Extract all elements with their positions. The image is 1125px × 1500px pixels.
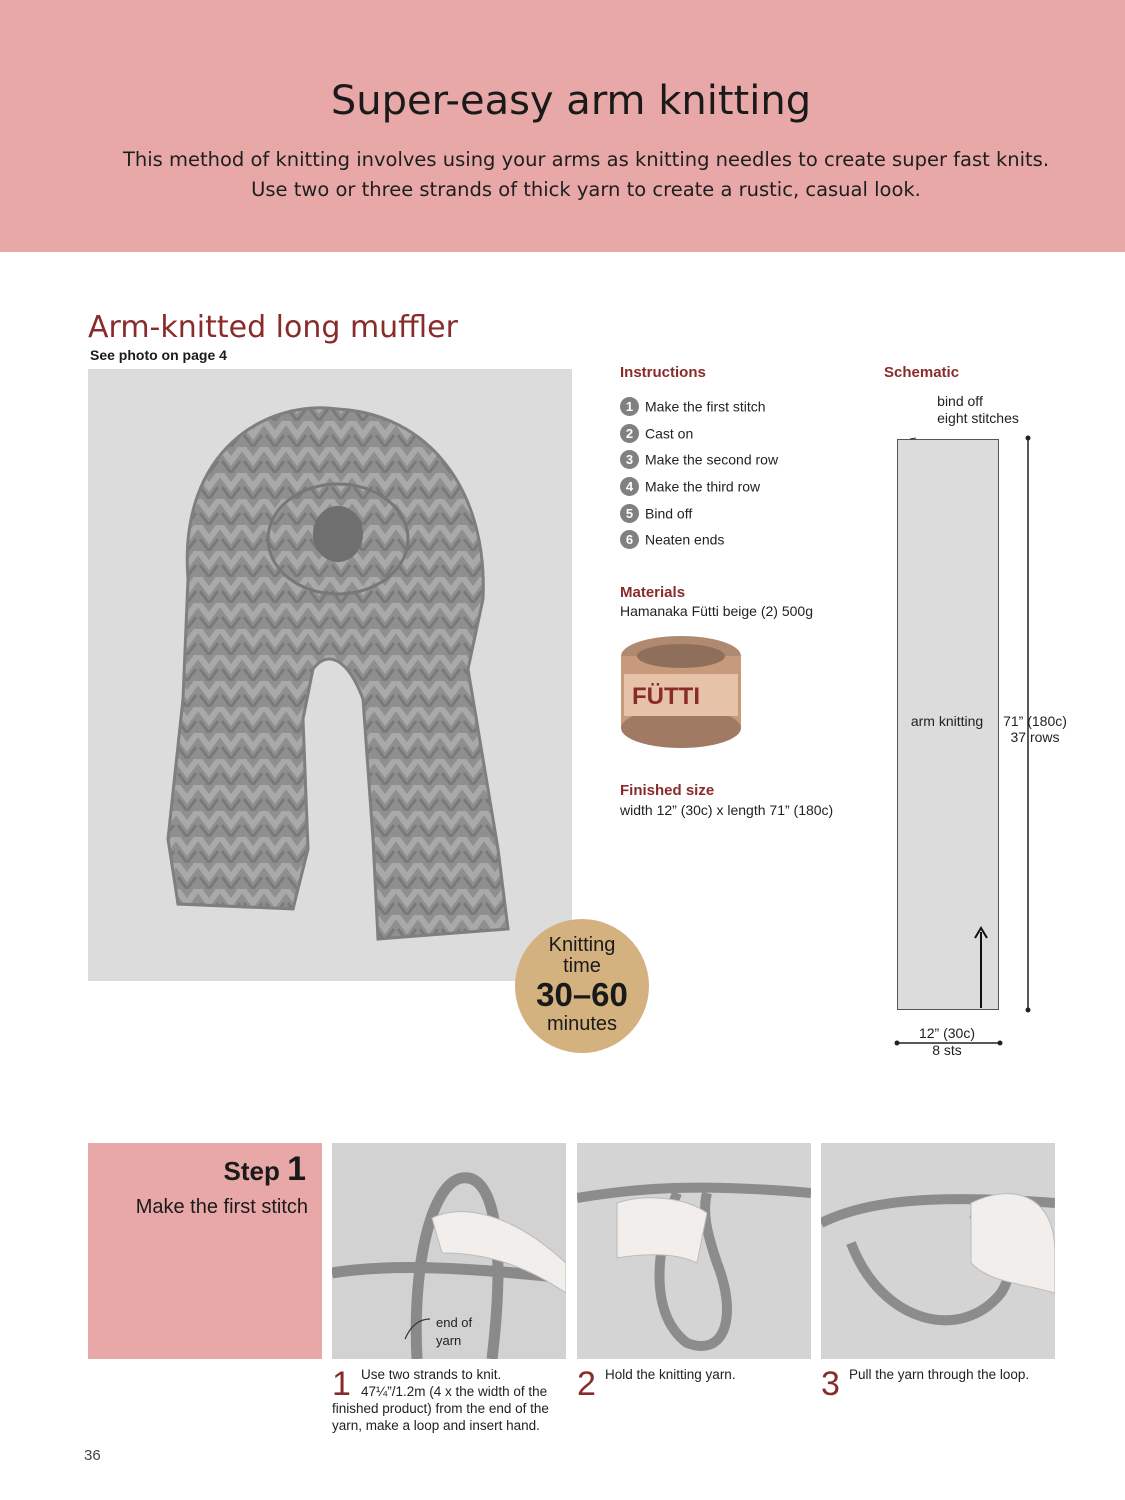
schematic-body-label: arm knitting <box>910 713 984 729</box>
instructions-heading: Instructions <box>620 364 706 381</box>
instruction-step-label: Neaten ends <box>645 531 725 548</box>
badge-line-2: time <box>563 955 601 977</box>
instruction-step <box>620 450 778 470</box>
intro-line-2: Use two or three strands of thick yarn to create a rustic, casual look. <box>251 178 921 201</box>
step-number-badge: 1 <box>620 397 639 416</box>
schematic-heading: Schematic <box>884 364 960 381</box>
badge-value: 30–60 <box>536 976 628 1013</box>
step-number-badge: 6 <box>620 530 639 549</box>
photo-reference: See photo on page 4 <box>90 347 227 363</box>
schematic-bind-off-line-1: bind off <box>937 393 983 409</box>
step-number-badge: 2 <box>620 424 639 443</box>
caption-1-line-1: Use two strands to knit. <box>361 1367 502 1382</box>
step-label <box>88 1150 306 1189</box>
annotation-end-of-yarn-1: end of <box>436 1315 473 1330</box>
materials-text: Hamanaka Fütti beige (2) 500g <box>620 603 813 619</box>
caption-1-line-4: yarn, make a loop and insert hand. <box>332 1418 540 1433</box>
step-photo-3 <box>821 1143 1055 1359</box>
yarn-skein-image <box>618 634 744 752</box>
schematic-width-line-2: 8 sts <box>932 1042 962 1058</box>
knitting-time-badge <box>515 919 649 1053</box>
caption-1-line-2: 47¼”/1.2m (4 x the width of the <box>361 1384 548 1399</box>
schematic-length-line-2: 37 rows <box>1010 729 1060 745</box>
step-number-badge: 3 <box>620 450 639 469</box>
caption-2-text: Hold the knitting yarn. <box>605 1367 736 1382</box>
caption-1-line-3: finished product) from the end of the <box>332 1401 549 1416</box>
instruction-step <box>620 477 760 497</box>
schematic-length-line-1: 71” (180c) <box>1003 713 1067 729</box>
step-name: Make the first stitch <box>135 1196 308 1218</box>
page-title: Super-easy arm knitting <box>330 78 812 124</box>
instruction-step-label: Make the second row <box>645 451 779 468</box>
instruction-step <box>620 530 724 550</box>
instruction-step <box>620 504 692 524</box>
badge-unit: minutes <box>546 1013 618 1035</box>
badge-line-1: Knitting <box>548 934 616 956</box>
step-number: 1 <box>287 1150 306 1188</box>
caption-number-2: 2 <box>577 1365 596 1403</box>
yarn-label: FÜTTI <box>632 683 700 710</box>
page-number: 36 <box>84 1447 101 1464</box>
finished-size-text: width 12” (30c) x length 71” (180c) <box>620 802 834 818</box>
instruction-step <box>620 424 693 444</box>
schematic-width-line-1: 12” (30c) <box>918 1025 976 1041</box>
instruction-step-label: Make the third row <box>645 478 761 495</box>
instruction-step-label: Make the first stitch <box>645 398 766 415</box>
step-word: Step <box>223 1156 280 1186</box>
instruction-step-label: Cast on <box>645 425 694 442</box>
step-number-badge: 4 <box>620 477 639 496</box>
intro-line-1: This method of knitting involves using your arms as knitting needles to create super fast knits. <box>122 148 1050 171</box>
instruction-step-label: Bind off <box>645 505 693 522</box>
step-photo-2 <box>577 1143 811 1359</box>
caption-number-1: 1 <box>332 1365 351 1403</box>
annotation-end-of-yarn-2: yarn <box>436 1333 462 1348</box>
finished-size-heading: Finished size <box>620 782 715 799</box>
scarf-photo <box>88 369 572 981</box>
header-band <box>0 0 1125 252</box>
step-number-badge: 5 <box>620 504 639 523</box>
materials-heading: Materials <box>620 584 686 601</box>
caption-number-3: 3 <box>821 1365 840 1403</box>
instruction-step <box>620 397 766 417</box>
caption-3-text: Pull the yarn through the loop. <box>849 1367 1030 1382</box>
schematic-bind-off-line-2: eight stitches <box>937 410 1019 426</box>
project-title: Arm-knitted long muffler <box>88 310 458 345</box>
